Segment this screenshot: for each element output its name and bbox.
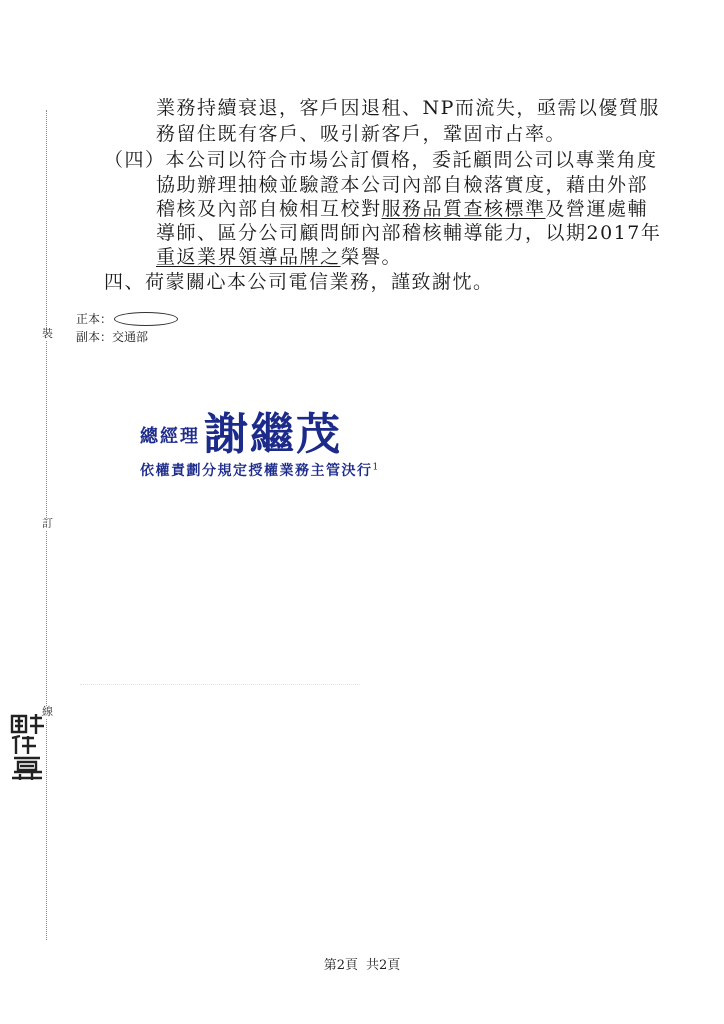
delegation-mark: 1: [372, 462, 380, 473]
body-line-2: 務留住既有客戶、吸引新客戶，鞏固市占率。: [156, 123, 567, 145]
delegation-note: [140, 460, 380, 480]
binding-mark-zhuang: 裝: [42, 327, 53, 340]
copy-recipient: 交通部: [112, 330, 149, 344]
distribution-list: [76, 310, 178, 346]
item-4-line-1: （四）本公司以符合市場公訂價格，委託顧問公司以專業角度: [104, 149, 658, 171]
item-4-line-5-tail: 榮譽。: [340, 246, 403, 268]
underlined-audit-standard: 服務品質查核標準: [381, 198, 546, 220]
binding-mark-ding: 訂: [42, 517, 53, 530]
signatory-name: 謝繼茂: [204, 409, 342, 460]
received-stamp-icon: [8, 712, 50, 782]
page-number: 第2頁: [323, 958, 358, 973]
item-4-line-4: 導師、區分公司顧問師內部稽核輔導能力，以期2017年: [156, 222, 662, 244]
signatory-title: 總經理: [140, 426, 200, 447]
copy-label: 副本：: [76, 330, 113, 344]
body-line-1: 業務持續衰退，客戶因退租、NP而流失，亟需以優質服: [156, 97, 660, 119]
item-4-line-3-lead: 稽核及內部自檢相互校對: [156, 198, 382, 220]
scan-artifact: [80, 684, 360, 687]
redacted-recipient: [114, 312, 178, 326]
item-4-line-5: [156, 245, 402, 269]
item-4-line-2: 協助辦理抽檢並驗證本公司內部自檢落實度，藉由外部: [156, 174, 649, 196]
original-recipient-row: [76, 310, 178, 328]
original-label: 正本：: [76, 312, 113, 326]
item-4-line-3: [156, 197, 648, 221]
page-total: 共2頁: [366, 958, 401, 973]
delegation-text: 依權責劃分規定授權業務主管決行: [140, 463, 373, 479]
closing-line: 四、荷蒙關心本公司電信業務，謹致謝忱。: [104, 271, 494, 293]
page-footer: [0, 954, 724, 973]
binding-mark-xian: 線: [42, 705, 53, 718]
underlined-brand-goal: 重返業界領導品牌之: [156, 246, 341, 268]
copy-recipient-row: [76, 328, 178, 346]
item-4-line-3-tail: 及營運處輔: [545, 198, 649, 220]
